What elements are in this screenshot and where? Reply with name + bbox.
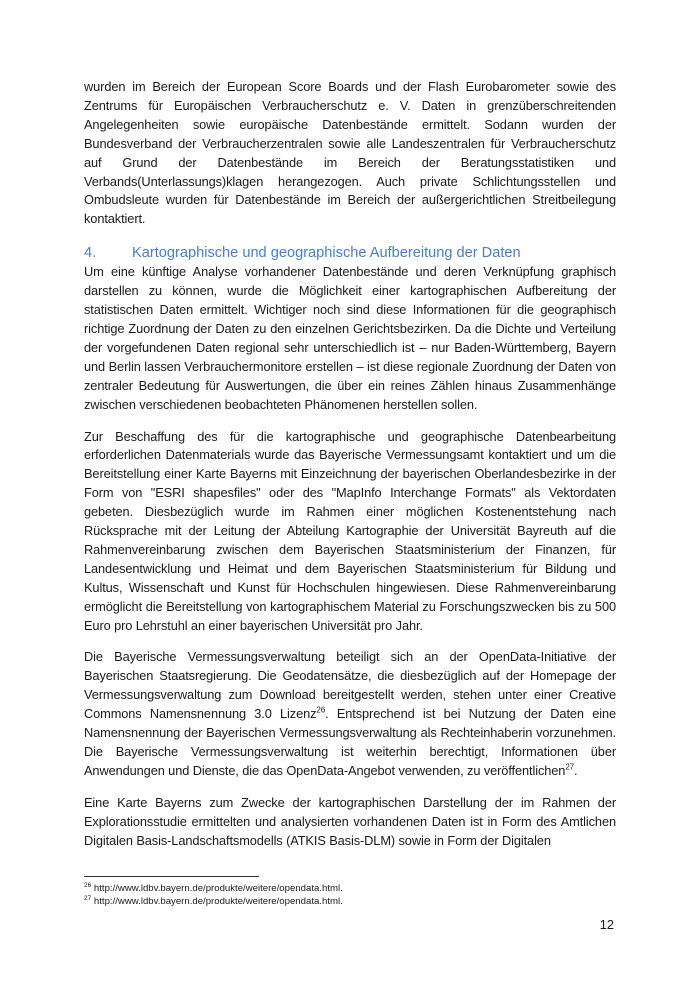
paragraph-3-part1: Die Bayerische Vermessungsverwaltung beteiligt sich an der OpenData-Initiative der Bayerischen Staatsregierung. Die Geodatensätze, die diesbezüglich auf der Homepage der Vermessungsverwaltung zum Download bereitgestellt werden, stehen unter einer Creative Commons Namensnennung 3.0 Lizenz — [84, 649, 616, 722]
paragraph-4: Eine Karte Bayerns zum Zwecke der kartographischen Darstellung der im Rahmen der Explorationsstudie ermittelten und analysierten vorhandenen Daten ist in Form des Amtlichen Digitalen Basis-Landschaftsmodells (ATKIS Basis-DLM) sowie in Form der Digitalen — [84, 794, 616, 848]
footnote-ref-26: 26 — [316, 705, 326, 715]
footnote-26 — [84, 882, 616, 895]
footnote-text: http://www.ldbv.bayern.de/produkte/weitere/opendata.html. — [91, 896, 343, 907]
page-number: 12 — [599, 917, 614, 932]
footnotes — [84, 876, 616, 908]
paragraph-intro: wurden im Bereich der European Score Boards und der Flash Eurobarometer sowie des Zentrums für Europäischen Verbraucherschutz e. V. Daten in grenzüberschreitenden Angelegenheiten sowie europäische Datenbestände ermittelt. Sodann wurden der Bundesverband der Verbraucherzentralen sowie alle Landeszentralen für Verbraucherschutz auf Grund der Datenbestände im Bereich der Beratungsstatistiken und Verbands(Unterlassungs)klagen herangezogen. Auch private Schlichtungsstellen und Ombudsleute wurden für Datenbestände im Bereich der außergerichtlichen Streitbeilegung kontaktiert. — [84, 79, 616, 227]
paragraph-2: Zur Beschaffung des für die kartographische und geographische Datenbearbeitung erforderlichen Datenmaterials wurde das Bayerische Vermessungsamt kontaktiert und um die Bereitstellung einer Karte Bayerns mit Einzeichnung der bayerischen Oberlandesbezirke in der Form von "ESRI shapesfiles" oder des "MapInfo Interchange Formats" als Vektordaten gebeten. Diesbezüglich wurde im Rahmen einer möglichen Kostenentstehung nach Rücksprache mit der Leitung der Abteilung Kartographie der Universität Bayreuth auf die Rahmenvereinbarung zwischen dem Bayerischen Staatsministerium der Finanzen, für Landesentwicklung und Heimat und dem Bayerischen Staatsministerium für Bildung und Kultus, Wissenschaft und Kunst für Hochschulen hingewiesen. Diese Rahmenvereinbarung ermöglicht die Bereitstellung von kartographischem Material zu Forschungszwecken bis zu 500 Euro pro Lehrstuhl an einer bayerischen Universität pro Jahr. — [84, 428, 616, 633]
section-number: 4. — [84, 245, 97, 262]
paragraph-3 — [84, 648, 616, 780]
section-title: Kartographische und geographische Aufbereitung der Daten — [132, 245, 521, 262]
footnote-ref-27: 27 — [565, 762, 575, 772]
page-body — [84, 78, 616, 851]
paragraph-3-part2: . Entsprechend ist bei Nutzung der Daten eine Namensnennung der Bayerischen Vermessungsverwaltung als Rechteinhaberin vorzunehmen. Die Bayerische Vermessungsverwaltung ist weiterhin berechtigt, Informationen über Anwendungen und Dienste, die das OpenData-Angebot verwenden, zu veröffentlichen — [84, 706, 616, 778]
footnote-text: http://www.ldbv.bayern.de/produkte/weitere/opendata.html. — [91, 883, 343, 894]
paragraph-1: Um eine künftige Analyse vorhandener Datenbestände und deren Verknüpfung graphisch darstellen zu können, wurde die Möglichkeit einer kartographischen Aufbereitung der statistischen Daten ermittelt. Wichtiger noch sind diese Informationen für die geographisch richtige Zuordnung der Daten zu den einzelnen Gerichtsbezirken. Da die Dichte und Verteilung der vorgefundenen Daten regional sehr unterschiedlich ist – nur Baden-Württemberg, Bayern und Berlin lassen Verbrauchermonitore erstellen – ist diese regionale Zuordnung der Daten von zentraler Bedeutung für Auswertungen, die über ein reines Zählen hinaus Zusammenhänge zwischen verschiedenen beobachteten Phänomenen herstellen sollen. — [84, 264, 616, 412]
footnote-divider — [84, 876, 259, 877]
paragraph-3-part3: . — [574, 762, 578, 778]
footnote-number: 26 — [84, 881, 92, 889]
footnote-27 — [84, 895, 616, 908]
footnote-number: 27 — [84, 894, 92, 902]
section-heading — [84, 243, 616, 263]
